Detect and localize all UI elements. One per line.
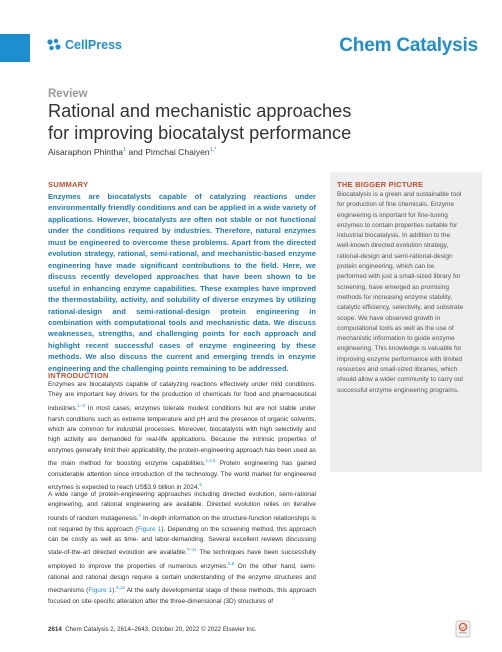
- paragraph-text: In-depth information on the structure-function relationships is not required by this approach (: [48, 515, 316, 533]
- intro-paragraph: [48, 490, 316, 607]
- title-line: Rational and mechanistic approaches: [48, 101, 352, 121]
- author-separator: and: [126, 147, 146, 157]
- paragraph-text: ). Depending on the screening method, this approach can be costly as well as time- and labor-demanding. Several excellent reviews discussing state-of-the-art directed evolution are available.: [48, 525, 316, 557]
- page-footer: [48, 626, 257, 633]
- bigger-picture-heading: THE BIGGER PICTURE: [337, 180, 424, 189]
- publisher-logo: [46, 38, 122, 52]
- citation-line: Chem Catalysis 2, 2614–2643, October 20, 2022 © 2022 Elsevier Inc.: [65, 626, 257, 633]
- bigger-picture-text: Biocatalysis is a green and sustainable tool for production of fine chemicals. Enzyme engineering is important for fine-tuning enzymes to contain properties suitable for industrial biocatalysis. In addition to the well-known directed evolution strategy, rational-design and semi-rational-design protein engineering, which can be performed with just a small-sized library for screening, have emerged as promising methods for increasing enzyme stability, catalytic efficiency, selectivity, and substrate scope. We have observed growth in computational tools as well as the use of mechanistic information to guide enzyme engineering. This knowledge is valuable for improving enzyme performance with limited resources and small-sized libraries, which should allow a wider community to carry out successful enzyme engineering programs.: [337, 191, 464, 394]
- paragraph-text: Enzymes are biocatalysts capable of catalyzing reactions effectively under mild conditions. They are important key drivers for the production of chemicals for food and pharmaceutical industries.: [48, 381, 316, 413]
- journal-title: Chem Catalysis: [339, 35, 478, 56]
- introduction-heading: INTRODUCTION: [48, 371, 109, 380]
- paragraph-text: In most cases, enzymes tolerate modest conditions but are not stable under harsh conditions such as extreme temperature and pH and the presence of organic solvents, which are common for industrial processes. Moreover, biocatalysts with high selectivity and high activity are demanded for real-life applications. Because the intrinsic properties of enzymes generally limit their applicability, the protein-engineering approach has been used as the main method for boosting enzyme capabilities.: [48, 405, 316, 468]
- figure-link[interactable]: Figure 1: [88, 587, 113, 595]
- article-type: Review: [48, 88, 88, 100]
- cellpress-icon: [46, 38, 62, 52]
- reference-citation[interactable]: 4,12: [116, 585, 125, 591]
- paragraph-text: ).: [112, 587, 117, 595]
- check-for-updates-icon[interactable]: [455, 620, 471, 638]
- author-name: Pimchai Chaiyen: [145, 147, 210, 157]
- reference-citation[interactable]: 6: [199, 482, 202, 488]
- author-name: Aisaraphon Phintha: [48, 147, 124, 157]
- author-affiliation[interactable]: 1: [123, 147, 127, 154]
- reference-citation[interactable]: 7: [138, 512, 142, 518]
- paragraph-text: A wide range of protein-engineering approaches including directed evolution, semi-rational engineering, and rational engineering are available. Directed evolution relies on iterative rounds of random mutagenesis.: [48, 491, 316, 523]
- reference-citation[interactable]: 1–3: [77, 402, 85, 408]
- paragraph-text: At the early developmental stage of these methods, this approach focused on site-specific alteration after the three-dimensional (3D) structures of: [48, 587, 316, 605]
- summary-text: Enzymes are biocatalysts capable of catalyzing reactions under environmentally friendly conditions and can be applied in a wide variety of applications. However, biocatalysts are often not stable or not functional under the conditions required by industries. Therefore, natural enzymes must be engineered to overcome these problems. Apart from the directed evolution strategy, rational, semi-rational, and mechanistic-based enzyme engineering have made significant contributions to the field. Here, we discuss recently developed approaches that have been shown to be useful in enhancing enzyme capabilities. These examples have improved the thermostability, activity, and solubility of diverse enzymes by utilizing rational-design and semi-rational-design protein engineering in combination with computational tools and mechanistic data. We discuss weaknesses, strengths, and challenging points for each approach and highlight recent successful cases of enzyme engineering by these methods. We also discuss the current and emerging trends in enzyme engineering and the challenging points remaining to be addressed.: [48, 192, 316, 373]
- article-title: [48, 101, 468, 144]
- figure-link[interactable]: Figure 1: [137, 525, 162, 533]
- summary-heading: SUMMARY: [48, 180, 89, 189]
- publisher-name: CellPress: [65, 38, 122, 52]
- reference-citation[interactable]: 1,4,5: [205, 458, 216, 464]
- author-list: [48, 147, 216, 157]
- title-line: for improving biocatalyst performance: [48, 122, 352, 143]
- reference-citation[interactable]: 7–11: [186, 547, 197, 553]
- accent-bar: [0, 34, 30, 62]
- reference-citation[interactable]: 5,8: [228, 561, 235, 566]
- intro-paragraph: [48, 380, 316, 494]
- author-affiliation[interactable]: 1,*: [209, 147, 217, 154]
- page-number: 2614: [48, 626, 62, 633]
- paragraph-text: Protein engineering has gained considerable attention since introduction of the technology. The world market for engineered enzymes is expected to reach US$3.9 billion in 2024.: [48, 460, 316, 492]
- paragraph-text: On the other hand, semi-rational and rational design require a certain understanding of the enzyme structures and mechanisms (: [48, 563, 316, 595]
- paragraph-text: The techniques have been successfully employed to improve the properties of numerous enzymes.: [48, 549, 317, 571]
